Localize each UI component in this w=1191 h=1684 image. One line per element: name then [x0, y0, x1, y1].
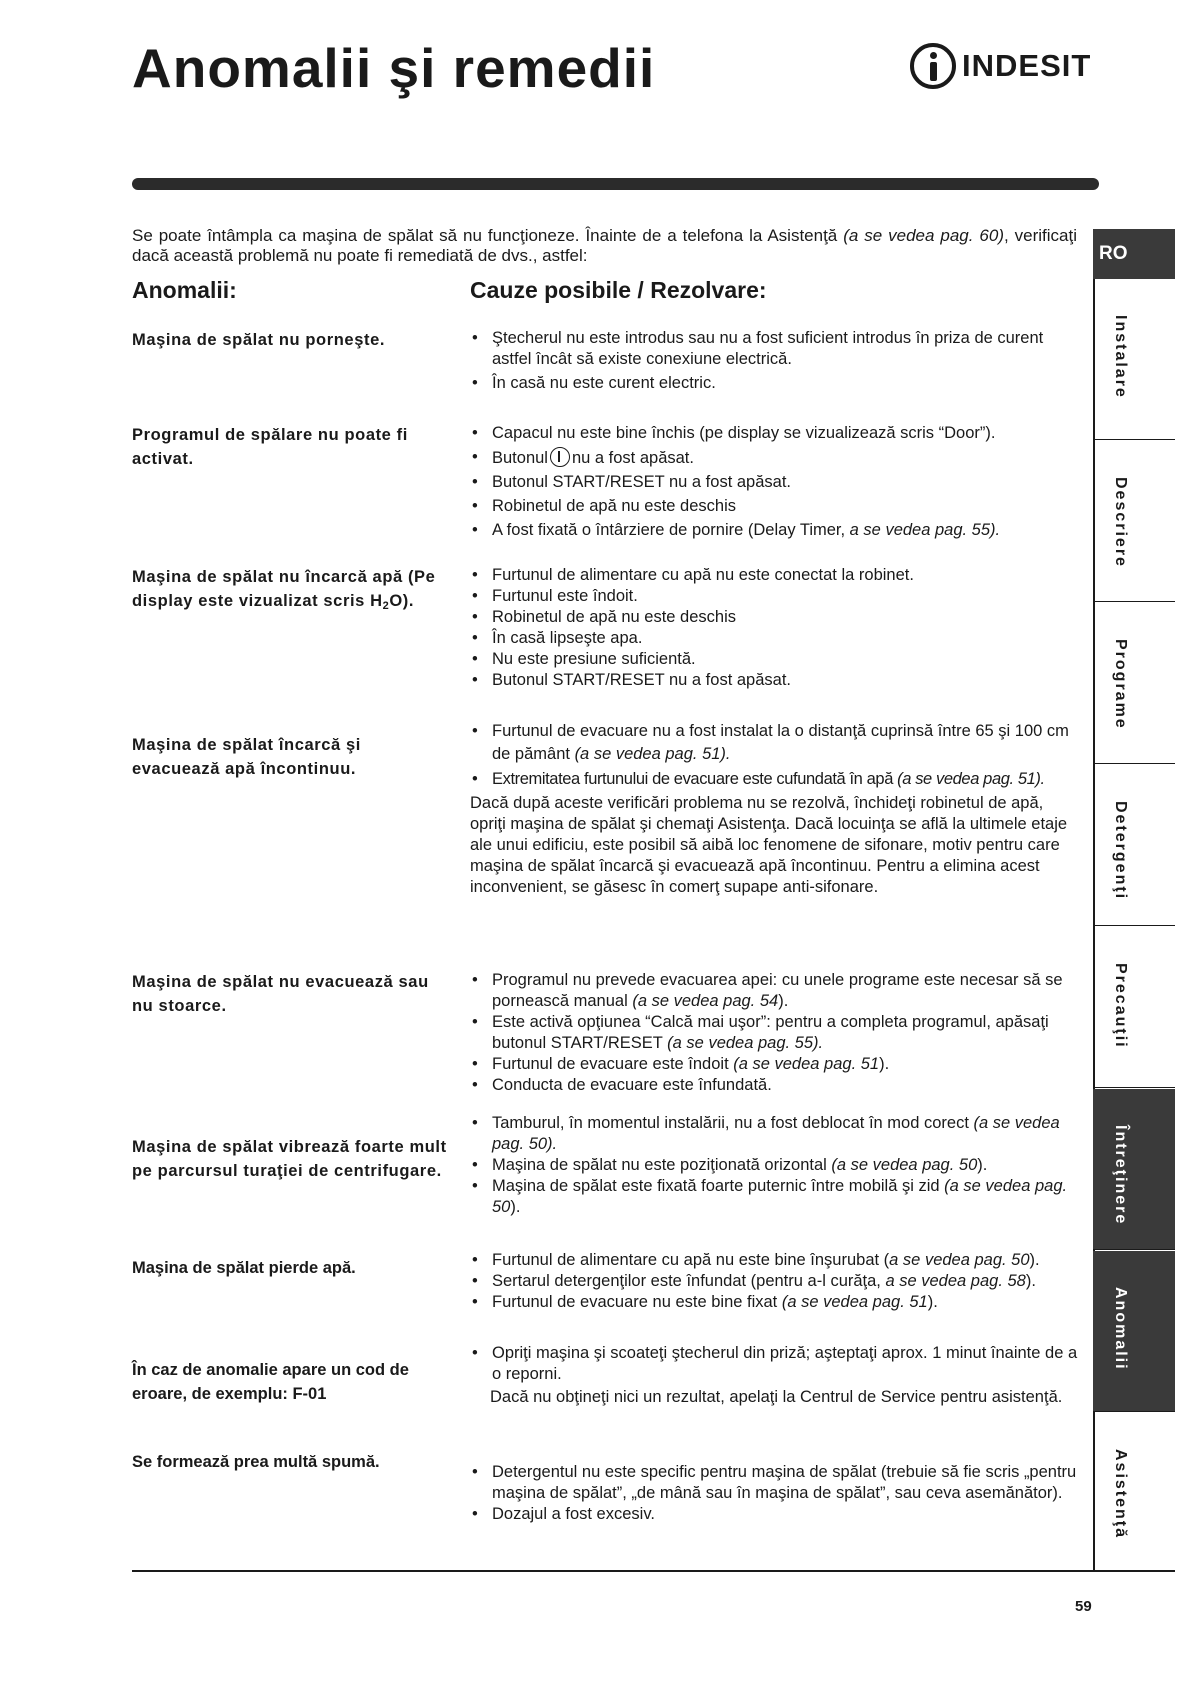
sidebar-tab-asistenta[interactable] — [1093, 1413, 1175, 1574]
cause-text: Furtunul de evacuare nu este bine fixat — [492, 1293, 782, 1311]
cause-text-end: ). — [977, 1156, 988, 1174]
list-item: • În casă lipseşte apa. — [470, 628, 1082, 649]
cause-text-end: ). — [510, 1198, 521, 1216]
list-item — [470, 1012, 1082, 1054]
cause-text: Maşina de spălat nu este poziţionată orizontal — [492, 1156, 832, 1174]
page-reference: (a se vedea pag. 50). — [492, 1114, 1060, 1153]
cause-text-end: ). — [1025, 1272, 1036, 1290]
causes-list — [470, 328, 1082, 397]
anomaly-label: În caz de anomalie apare un cod de eroare, de exemplu: F-01 — [132, 1361, 409, 1403]
list-item: • Dozajul a fost excesiv. — [470, 1504, 1082, 1525]
sidebar-tab-label: Instalare — [1112, 315, 1129, 399]
cause-text: Furtunul de evacuare este îndoit — [492, 1055, 734, 1073]
list-item: • Robinetul de apă nu este deschis — [470, 496, 1082, 517]
column-header-causes: Cauze posibile / Rezolvare: — [470, 277, 767, 303]
sidebar-tab-precautii[interactable] — [1093, 927, 1175, 1088]
cause-text: Furtunul de alimentare cu apă nu este bine înşurubat ( — [492, 1251, 890, 1269]
page-reference: (a se vedea pag. 50 — [492, 1177, 1068, 1216]
cause-text: Sertarul detergenţilor este înfundat (pentru a-l curăţa, — [492, 1272, 886, 1290]
bottom-divider — [132, 1570, 1175, 1572]
list-item — [470, 447, 1082, 469]
cause-text-end: ). — [879, 1055, 890, 1073]
list-item: • În casă nu este curent electric. — [470, 373, 1082, 394]
cause-text-end: ). — [778, 992, 789, 1010]
list-item: • Nu este presiune suficientă. — [470, 649, 1082, 670]
causes-list — [470, 1113, 1082, 1218]
top-divider — [132, 178, 1099, 190]
list-item: • Butonul START/RESET nu a fost apăsat. — [470, 472, 1082, 493]
sidebar-tab-anomalii[interactable] — [1093, 1251, 1175, 1412]
list-item — [470, 520, 1082, 541]
causes-note: Dacă nu obţineţi nici un rezultat, apelaţi la Centrul de Service pentru asistenţă. — [490, 1388, 1063, 1406]
anomaly-text-end: O). — [389, 592, 415, 610]
list-item: • Conducta de evacuare este înfundată. — [470, 1075, 1082, 1096]
cause-text: Programul nu prevede evacuarea apei: cu unele programe este necesar să se pornească manual — [492, 971, 1063, 1010]
sidebar-tab-label: Asistenţă — [1112, 1449, 1129, 1540]
cause-text-end: ). — [1029, 1251, 1040, 1269]
anomaly-label: Maşina de spălat pierde apă. — [132, 1259, 356, 1277]
causes-list — [470, 970, 1082, 1096]
page-number: 59 — [1075, 1598, 1092, 1615]
list-item: • Opriţi maşina şi scoateţi ştecherul din priză; aşteptaţi aprox. 1 minut înainte de a o reporni. — [470, 1343, 1082, 1385]
causes-note: Dacă după aceste verificări problema nu se rezolvă, închideţi robinetul de apă, opriţi maşina de spălat şi chemaţi Asistenţa. Dacă locuinţa se află la ultimele etaje ale unui edificiu, este posibil să aibă loc fenomene de sifonare, motiv pentru care maşina de spălat încarcă şi evacuează apă încontinuu. Pentru a elimina acest inconvenient, se găsesc în comerţ supape anti-sifonare. — [470, 794, 1068, 896]
power-button-icon — [550, 447, 570, 467]
list-item: • Furtunul este îndoit. — [470, 586, 1082, 607]
list-item: • Capacul nu este bine închis (pe display se vizualizează scris “Door”). — [470, 423, 1082, 444]
anomaly-label: Se formează prea multă spumă. — [132, 1453, 380, 1471]
anomaly-label: Maşina de spălat vibrează foarte mult pe parcursul turaţiei de centrifugare. — [132, 1138, 447, 1180]
cause-text: Extremitatea furtunului de evacuare este cufundată în apă — [492, 770, 898, 788]
list-item: • Detergentul nu este specific pentru maşina de spălat (trebuie să fie scris „pentru maşina de spălat”, „de mână sau în maşina de spălat”, sau ceva asemănător). — [470, 1462, 1082, 1504]
list-item: • Robinetul de apă nu este deschis — [470, 607, 1082, 628]
cause-text: Furtunul de evacuare nu a fost instalat la o distanţă cuprinsă între 65 şi 100 cm de pământ — [492, 722, 1069, 763]
page-reference: (a se vedea pag. 50 — [831, 1156, 978, 1174]
page-reference: (a se vedea pag. 51). — [574, 745, 731, 763]
brand-logo — [910, 38, 1091, 94]
sidebar-tab-label: Anomalii — [1112, 1287, 1129, 1371]
button-text-before: Butonul — [492, 449, 548, 467]
causes-list — [470, 720, 1082, 898]
list-item — [470, 1155, 1082, 1176]
causes-list — [470, 1250, 1082, 1313]
anomaly-label: Maşina de spălat nu porneşte. — [132, 331, 386, 349]
sidebar-tab-label: Detergenţi — [1112, 801, 1129, 901]
list-item — [470, 1176, 1082, 1218]
intro-part-1: Se poate întâmpla ca maşina de spălat să nu funcţioneze. Înainte de a telefona la Asistenţă — [132, 226, 844, 245]
cause-text: Maşina de spălat este fixată foarte puternic între mobilă şi zid — [492, 1177, 945, 1195]
causes-list — [470, 1343, 1082, 1408]
causes-list — [470, 423, 1082, 544]
list-item — [470, 1292, 1082, 1313]
intro-text — [132, 226, 1077, 266]
cause-text-end: ). — [927, 1293, 938, 1311]
button-text-after: nu a fost apăsat. — [571, 449, 694, 467]
page-title: Anomalii şi remedii — [132, 37, 656, 99]
sidebar-tab-instalare[interactable] — [1093, 279, 1175, 440]
intro-part-2: , verificaţi dacă această problemă nu poate fi remediată de dvs., astfel: — [132, 226, 1078, 265]
list-item: • Ştecherul nu este introdus sau nu a fost suficient introdus în priza de curent astfel încât să existe conexiune electrică. — [470, 328, 1082, 370]
list-item — [470, 1271, 1082, 1292]
causes-list — [470, 565, 1082, 691]
page-reference: (a se vedea pag. 55). — [667, 1034, 824, 1052]
brand-name: INDESIT — [962, 48, 1092, 83]
sidebar-tab-detergenti[interactable] — [1093, 765, 1175, 926]
brand-info-icon — [910, 43, 956, 89]
page-reference: (a se vedea pag. 51 — [781, 1293, 928, 1311]
list-item — [470, 1250, 1082, 1271]
page-reference: (a se vedea pag. 54 — [632, 992, 779, 1010]
list-item — [470, 769, 1082, 790]
causes-list — [470, 1462, 1082, 1525]
anomaly-label — [132, 565, 452, 618]
anomaly-label: Maşina de spălat încarcă şi evacuează apă încontinuu. — [132, 736, 361, 778]
list-item — [470, 1113, 1082, 1155]
sidebar-tab-label: Descriere — [1112, 477, 1129, 568]
page-reference: (a se vedea pag. 51 — [733, 1055, 880, 1073]
anomaly-text: Maşina de spălat nu încarcă apă (Pe display este vizualizat scris H — [132, 568, 436, 610]
language-tab: RO — [1093, 229, 1175, 279]
sidebar-tab-descriere[interactable] — [1093, 441, 1175, 602]
cause-text: Este activă opţiunea “Calcă mai uşor”: pentru a completa programul, apăsaţi butonul START/RESET — [492, 1013, 1049, 1052]
sidebar-tab-intretinere[interactable] — [1093, 1089, 1175, 1250]
sidebar-tab-label: Întreţinere — [1112, 1125, 1129, 1226]
page-reference: (a se vedea pag. 51). — [897, 770, 1045, 788]
anomaly-label: Programul de spălare nu poate fi activat. — [132, 426, 408, 468]
list-item: • Furtunul de alimentare cu apă nu este conectat la robinet. — [470, 565, 1082, 586]
page-reference: a se vedea pag. 58 — [885, 1272, 1026, 1290]
list-item — [470, 1054, 1082, 1075]
list-item: • Butonul START/RESET nu a fost apăsat. — [470, 670, 1082, 691]
sidebar-tab-programe[interactable] — [1093, 603, 1175, 764]
page-reference: a se vedea pag. 50 — [889, 1251, 1030, 1269]
anomaly-subscript: 2 — [382, 600, 390, 612]
page-reference: a se vedea pag. 55). — [849, 521, 1001, 539]
list-item — [470, 720, 1082, 766]
list-item — [470, 970, 1082, 1012]
cause-text: Tamburul, în momentul instalării, nu a fost deblocat în mod corect — [492, 1114, 974, 1132]
sidebar-tab-label: Precauţii — [1112, 963, 1129, 1049]
intro-reference: (a se vedea pag. 60) — [843, 226, 1004, 245]
cause-text: A fost fixată o întârziere de pornire (Delay Timer, — [492, 521, 850, 539]
sidebar-tab-label: Programe — [1112, 639, 1129, 730]
column-header-anomalies: Anomalii: — [132, 277, 237, 303]
anomaly-label: Maşina de spălat nu evacuează sau nu stoarce. — [132, 973, 429, 1015]
